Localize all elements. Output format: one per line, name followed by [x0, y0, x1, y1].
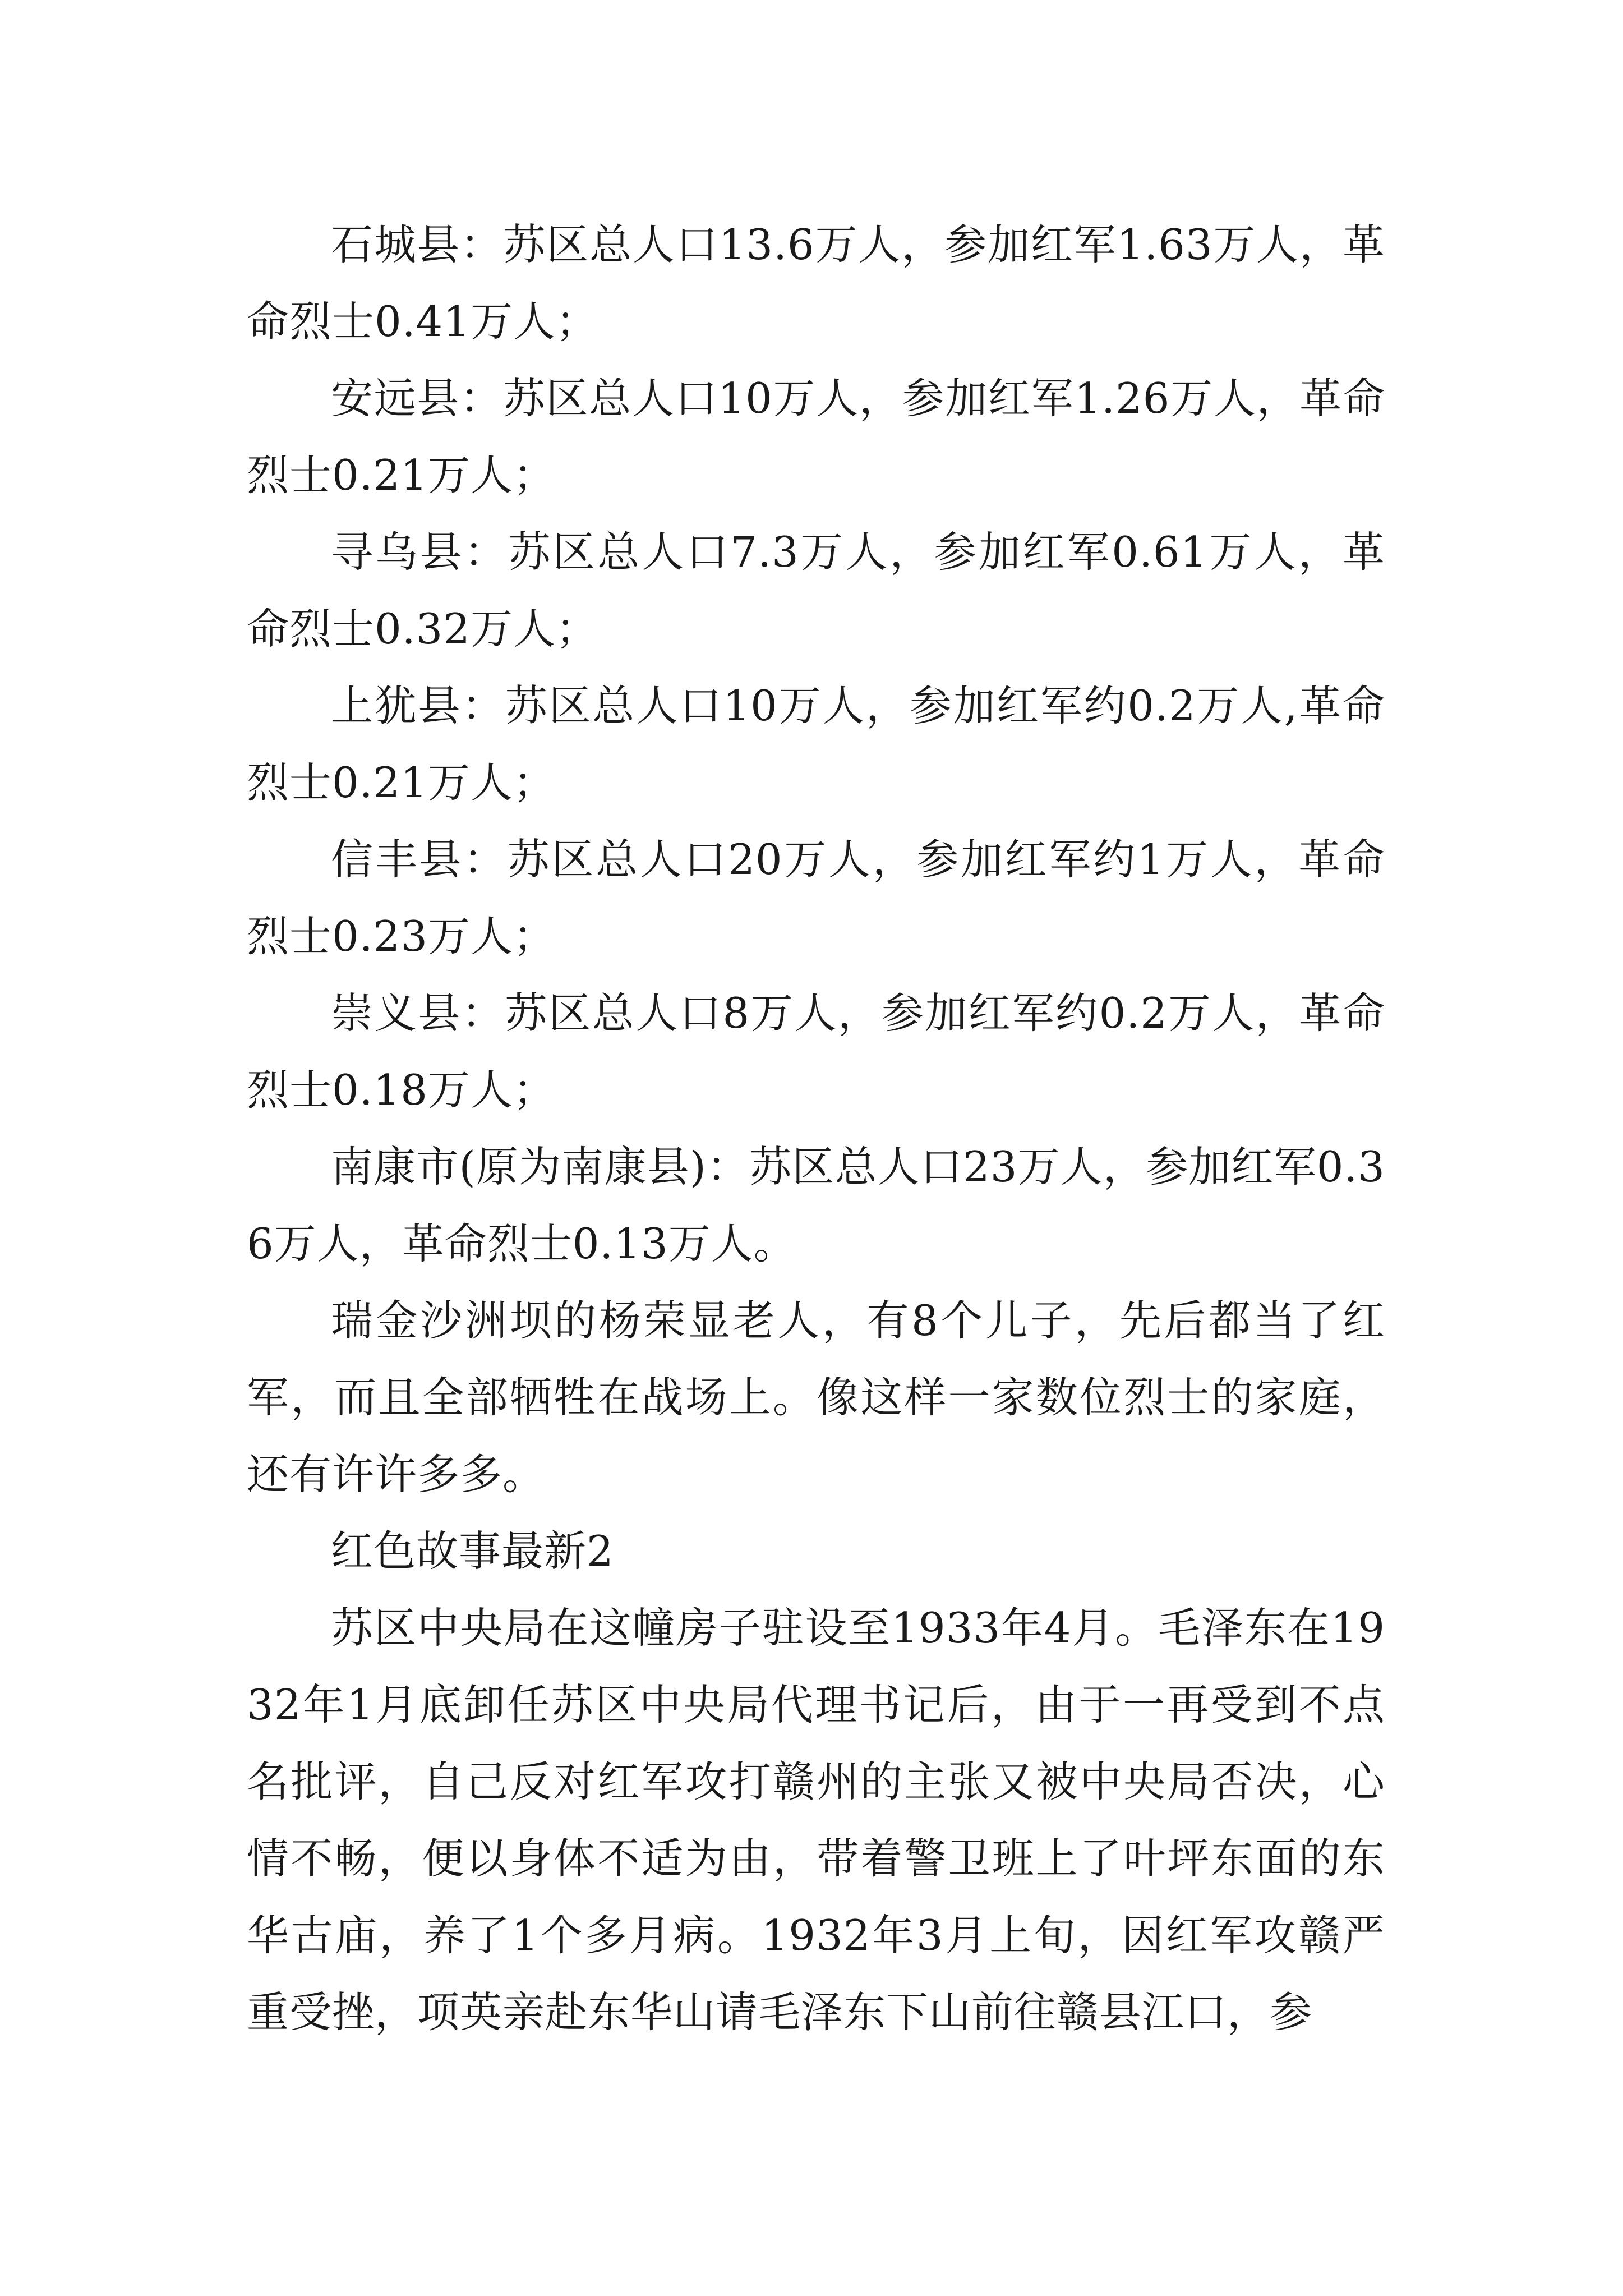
paragraph-central-bureau: 苏区中央局在这幢房子驻设至1933年4月。毛泽东在1932年1月底卸任苏区中央局代理书记后，由于一再受到不点名批评，自己反对红军攻打赣州的主张又被中央局否决，心情不畅，便以身体不适为由，带着警卫班上了叶坪东面的东华古庙，养了1个多月病。1932年3月上旬，因红军攻赣严重受挫，项英亲赴东华山请毛泽东下山前往赣县江口，参: [247, 1603, 1385, 2037]
paragraph-yang-rongxian: 瑞金沙洲坝的杨荣显老人，有8个儿子，先后都当了红军，而且全部牺牲在战场上。像这样一家数位烈士的家庭，还有许许多多。: [247, 1296, 1385, 1499]
paragraph-xunwu: 寻乌县：苏区总人口7.3万人，参加红军0.61万人，革命烈士0.32万人；: [247, 527, 1385, 654]
document-body: [247, 206, 1385, 2051]
paragraph-shangyou: 上犹县：苏区总人口10万人，参加红军约0.2万人,革命烈士0.21万人；: [247, 681, 1385, 807]
paragraph-shicheng: 石城县：苏区总人口13.6万人，参加红军1.63万人，革命烈士0.41万人；: [247, 220, 1385, 346]
paragraph-xinfeng: 信丰县：苏区总人口20万人，参加红军约1万人，革命烈士0.23万人；: [247, 835, 1385, 961]
paragraph-anyuan: 安远县：苏区总人口10万人，参加红军1.26万人，革命烈士0.21万人；: [247, 374, 1385, 500]
section-heading: 红色故事最新2: [331, 1526, 614, 1576]
paragraph-chongyi: 崇义县：苏区总人口8万人，参加红军约0.2万人，革命烈士0.18万人；: [247, 988, 1385, 1115]
paragraph-nankang: 南康市(原为南康县)：苏区总人口23万人，参加红军0.36万人，革命烈士0.13万人。: [247, 1142, 1385, 1268]
